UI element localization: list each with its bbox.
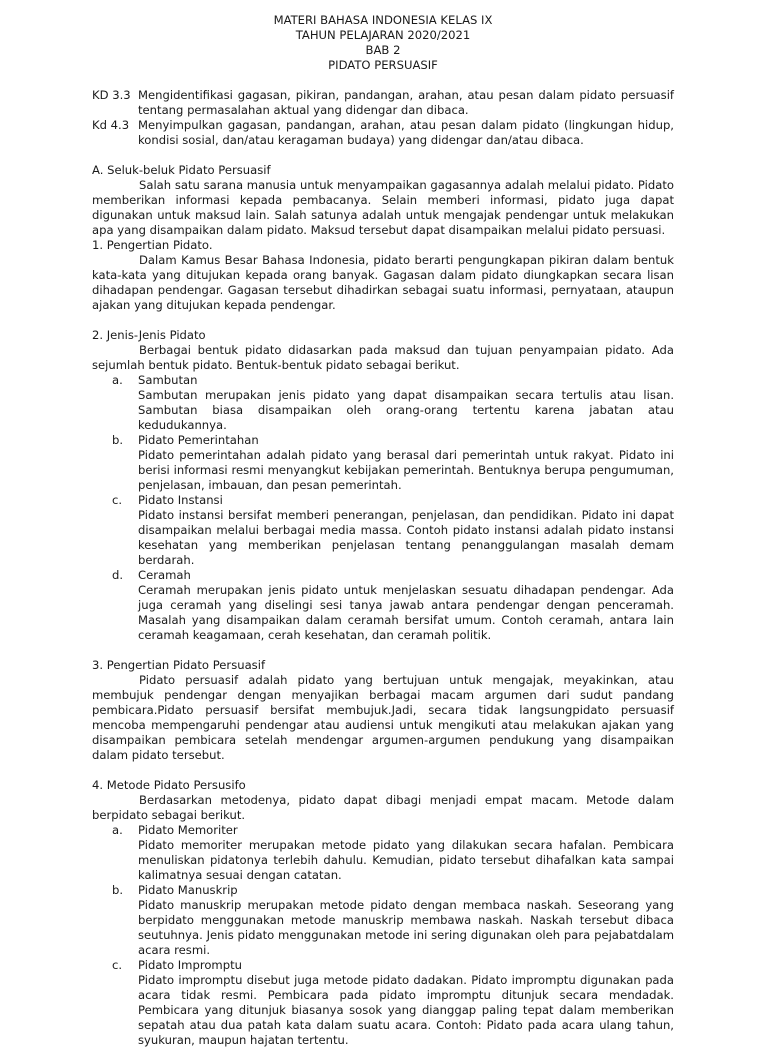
list-item [112,433,674,493]
header-chapter: BAB 2 [365,43,401,57]
list-marker: a. [112,373,123,387]
section-3-title: 3. Pengertian Pidato Persuasif [92,658,266,672]
section-a-title: A. Seluk-beluk Pidato Persuasif [92,163,271,177]
list-item-title: Sambutan [138,373,198,387]
list-item [112,493,674,568]
header-topic: PIDATO PERSUASIF [328,58,438,72]
section-4-title: 4. Metode Pidato Persusifo [92,778,246,792]
list-marker: c. [112,493,123,507]
list-item-title: Ceramah [138,568,191,582]
section-2-title: 2. Jenis-Jenis Pidato [92,328,206,342]
list-item-description: Pidato pemerintahan adalah pidato yang berasal dari pemerintah untuk rakyat. Pidato ini berisi informasi resmi menyangkut kebijakan pemerintah. Bentuknya berupa pengumuman, penjelasan, imbauan, dan pesan pemerintah. [138,448,674,492]
list-item-description: Sambutan merupakan jenis pidato yang dapat disampaikan secara tertulis atau lisan. Sambutan biasa disampaikan oleh orang-orang tertentu karena jabatan atau kedudukannya. [138,388,674,432]
list-item [112,373,674,433]
list-marker: b. [112,433,124,447]
document-header [92,13,674,73]
kd-3-3 [92,88,674,118]
section-2-paragraph: Berbagai bentuk pidato didasarkan pada maksud dan tujuan penyampaian pidato. Ada sejumlah bentuk pidato. Bentuk-bentuk pidato sebagai berikut. [92,343,674,372]
kd-text: Menyimpulkan gagasan, pandangan, arahan, atau pesan dalam pidato (lingkungan hidup, kondisi sosial, dan/atau keragaman budaya) yang didengar dan/atau dibaca. [138,118,674,147]
list-item [112,568,674,643]
list-item-description: Pidato manuskrip merupakan metode pidato dengan membaca naskah. Seseorang yang berpidato menggunakan metode manuskrip membawa naskah. Naskah tersebut dibaca seutuhnya. Jenis pidato menggunakan metode ini sering digunakan oleh para pejabatdalam acara resmi. [138,898,674,957]
list-item-title: Pidato Manuskrip [138,883,238,897]
section-1-paragraph: Dalam Kamus Besar Bahasa Indonesia, pidato berarti pengungkapan pikiran dalam bentuk kata-kata yang ditujukan kepada orang banyak. Gagasan dalam pidato diungkapkan secara lisan dihadapan pendengar. Gagasan tersebut dihadirkan sebagai suatu informasi, pernyataan, ataupun ajakan yang ditujukan kepada pendengar. [92,253,674,312]
kd-text: Mengidentifikasi gagasan, pikiran, pandangan, arahan, atau pesan dalam pidato persuasif tentang permasalahan aktual yang didengar dan dibaca. [138,88,674,117]
list-item-title: Pidato Pemerintahan [138,433,259,447]
list-item-description: Ceramah merupakan jenis pidato untuk menjelaskan sesuatu dihadapan pendengar. Ada juga ceramah yang diselingi sesi tanya jawab antara pendengar dengan penceramah. Masalah yang disampaikan dalam ceramah bersifat umum. Contoh ceramah, antara lain ceramah keagamaan, cerah kesehatan, dan ceramah politik. [138,583,674,642]
section-a-paragraph: Salah satu sarana manusia untuk menyampaikan gagasannya adalah melalui pidato. Pidato memberikan informasi kepada pembacanya. Selain memberi informasi, pidato juga dapat digunakan untuk maksud lain. Salah satunya adalah untuk mengajak pendengar untuk melakukan apa yang disampaikan dalam pidato. Maksud tersebut dapat disampaikan melalui pidato persuasi. [92,178,674,237]
list-marker: b. [112,883,124,897]
kd-code: KD 3.3 [92,88,131,102]
kd-4-3 [92,118,674,148]
list-item-description: Pidato impromptu disebut juga metode pidato dadakan. Pidato impromptu digunakan pada acara tidak resmi. Pembicara pada pidato impromptu ditunjuk secara mendadak. Pembicara yang ditunjuk biasanya sosok yang dianggap paling tepat dalam memberikan sepatah atau dua patah kata dalam suatu acara. Contoh: Pidato pada acara ulang tahun, syukuran, maupun hajatan tertentu. [138,973,674,1047]
list-item-title: Pidato Instansi [138,493,223,507]
section-4-paragraph: Berdasarkan metodenya, pidato dapat dibagi menjadi empat macam. Metode dalam berpidato sebagai berikut. [92,793,674,822]
list-item-description: Pidato memoriter merupakan metode pidato yang dilakukan secara hafalan. Pembicara menuliskan pidatonya terlebih dahulu. Kemudian, pidato tersebut dihafalkan kata sampai kalimatnya sesuai dengan catatan. [138,838,674,882]
header-school-year: TAHUN PELAJARAN 2020/2021 [295,28,471,42]
kd-code: Kd 4.3 [92,118,130,132]
list-item-description: Pidato instansi bersifat memberi penerangan, penjelasan, dan pendidikan. Pidato ini dapat disampaikan melalui berbagai media massa. Contoh pidato instansi adalah pidato instansi kesehatan yang memberikan penjelasan tentang penanggulangan masalah demam berdarah. [138,508,674,567]
section-1-title: 1. Pengertian Pidato. [92,238,213,252]
list-item-title: Pidato Memoriter [138,823,238,837]
list-marker: d. [112,568,124,582]
section-3-paragraph: Pidato persuasif adalah pidato yang bertujuan untuk mengajak, meyakinkan, atau membujuk pendengar dengan menyajikan berbagai macam argumen dari sudut pandang pembicara.Pidato persuasif bersifat membujuk.Jadi, secara tidak langsungpidato persuasif mencoba mempengaruhi pendengar atau audiensi untuk mengikuti atau melakukan ajakan yang disampaikan pembicara setelah mendengar argumen-argumen pendukung yang disampaikan dalam pidato tersebut. [92,673,674,762]
list-marker: a. [112,823,123,837]
list-item [112,958,674,1048]
list-marker: c. [112,958,123,972]
header-subject: MATERI BAHASA INDONESIA KELAS IX [273,13,493,27]
list-item [112,883,674,958]
list-item [112,823,674,883]
list-item-title: Pidato Impromptu [138,958,242,972]
document-page [92,13,674,1048]
